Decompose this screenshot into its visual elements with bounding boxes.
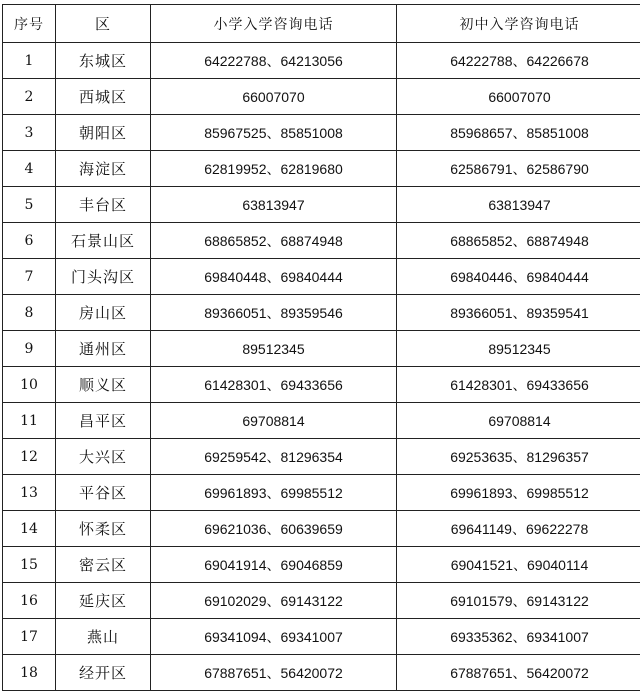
table-row (3, 259, 640, 295)
table-row (3, 367, 640, 403)
row-serial-number: 16 (3, 583, 56, 619)
row-middle-school-phone: 67887651、56420072 (397, 655, 640, 691)
row-serial-number: 5 (3, 187, 56, 223)
row-middle-school-phone: 68865852、68874948 (397, 223, 640, 259)
row-serial-number: 1 (3, 43, 56, 79)
row-primary-school-phone: 89366051、89359546 (151, 295, 397, 331)
row-district-name: 大兴区 (56, 439, 151, 475)
row-middle-school-phone: 89512345 (397, 331, 640, 367)
row-serial-number: 9 (3, 331, 56, 367)
row-district-name: 密云区 (56, 547, 151, 583)
row-district-name: 丰台区 (56, 187, 151, 223)
row-primary-school-phone: 69259542、81296354 (151, 439, 397, 475)
row-serial-number: 18 (3, 655, 56, 691)
row-serial-number: 3 (3, 115, 56, 151)
table-row (3, 619, 640, 655)
table-row (3, 475, 640, 511)
row-middle-school-phone: 89366051、89359541 (397, 295, 640, 331)
row-district-name: 门头沟区 (56, 259, 151, 295)
row-middle-school-phone: 69101579、69143122 (397, 583, 640, 619)
row-serial-number: 15 (3, 547, 56, 583)
row-serial-number: 8 (3, 295, 56, 331)
row-serial-number: 12 (3, 439, 56, 475)
table-row (3, 331, 640, 367)
row-primary-school-phone: 62819952、62819680 (151, 151, 397, 187)
row-serial-number: 17 (3, 619, 56, 655)
row-district-name: 海淀区 (56, 151, 151, 187)
row-district-name: 通州区 (56, 331, 151, 367)
row-middle-school-phone: 66007070 (397, 79, 640, 115)
table-row (3, 151, 640, 187)
header-primary-school-phone: 小学入学咨询电话 (151, 5, 397, 43)
row-district-name: 房山区 (56, 295, 151, 331)
row-district-name: 顺义区 (56, 367, 151, 403)
row-middle-school-phone: 85968657、85851008 (397, 115, 640, 151)
row-middle-school-phone: 69253635、81296357 (397, 439, 640, 475)
consultation-phone-table (2, 4, 640, 691)
table-row (3, 295, 640, 331)
row-primary-school-phone: 68865852、68874948 (151, 223, 397, 259)
table-row (3, 655, 640, 691)
table-body (3, 43, 640, 691)
row-middle-school-phone: 61428301、69433656 (397, 367, 640, 403)
row-middle-school-phone: 69708814 (397, 403, 640, 439)
row-primary-school-phone: 69708814 (151, 403, 397, 439)
row-primary-school-phone: 69041914、69046859 (151, 547, 397, 583)
row-middle-school-phone: 69840446、69840444 (397, 259, 640, 295)
row-primary-school-phone: 85967525、85851008 (151, 115, 397, 151)
row-middle-school-phone: 69961893、69985512 (397, 475, 640, 511)
row-primary-school-phone: 69102029、69143122 (151, 583, 397, 619)
row-serial-number: 2 (3, 79, 56, 115)
row-middle-school-phone: 69335362、69341007 (397, 619, 640, 655)
header-serial-number: 序号 (3, 5, 56, 43)
row-middle-school-phone: 69041521、69040114 (397, 547, 640, 583)
row-primary-school-phone: 64222788、64213056 (151, 43, 397, 79)
table-row (3, 79, 640, 115)
row-district-name: 平谷区 (56, 475, 151, 511)
table-row (3, 43, 640, 79)
row-serial-number: 4 (3, 151, 56, 187)
row-district-name: 东城区 (56, 43, 151, 79)
row-serial-number: 10 (3, 367, 56, 403)
row-middle-school-phone: 64222788、64226678 (397, 43, 640, 79)
table-row (3, 439, 640, 475)
table-row (3, 187, 640, 223)
row-middle-school-phone: 69641149、69622278 (397, 511, 640, 547)
table-header-row (3, 5, 640, 43)
table-row (3, 115, 640, 151)
row-primary-school-phone: 69621036、60639659 (151, 511, 397, 547)
table-row (3, 547, 640, 583)
row-district-name: 怀柔区 (56, 511, 151, 547)
row-district-name: 朝阳区 (56, 115, 151, 151)
row-serial-number: 11 (3, 403, 56, 439)
header-middle-school-phone: 初中入学咨询电话 (397, 5, 640, 43)
row-serial-number: 6 (3, 223, 56, 259)
row-primary-school-phone: 67887651、56420072 (151, 655, 397, 691)
row-primary-school-phone: 69961893、69985512 (151, 475, 397, 511)
table-row (3, 583, 640, 619)
row-primary-school-phone: 69840448、69840444 (151, 259, 397, 295)
row-district-name: 西城区 (56, 79, 151, 115)
row-serial-number: 13 (3, 475, 56, 511)
row-district-name: 昌平区 (56, 403, 151, 439)
table-row (3, 403, 640, 439)
row-serial-number: 14 (3, 511, 56, 547)
row-primary-school-phone: 69341094、69341007 (151, 619, 397, 655)
row-middle-school-phone: 63813947 (397, 187, 640, 223)
row-primary-school-phone: 89512345 (151, 331, 397, 367)
table-row (3, 223, 640, 259)
row-district-name: 石景山区 (56, 223, 151, 259)
row-middle-school-phone: 62586791、62586790 (397, 151, 640, 187)
row-primary-school-phone: 66007070 (151, 79, 397, 115)
row-district-name: 延庆区 (56, 583, 151, 619)
row-primary-school-phone: 61428301、69433656 (151, 367, 397, 403)
header-district: 区 (56, 5, 151, 43)
row-district-name: 经开区 (56, 655, 151, 691)
row-district-name: 燕山 (56, 619, 151, 655)
table-row (3, 511, 640, 547)
row-primary-school-phone: 63813947 (151, 187, 397, 223)
row-serial-number: 7 (3, 259, 56, 295)
